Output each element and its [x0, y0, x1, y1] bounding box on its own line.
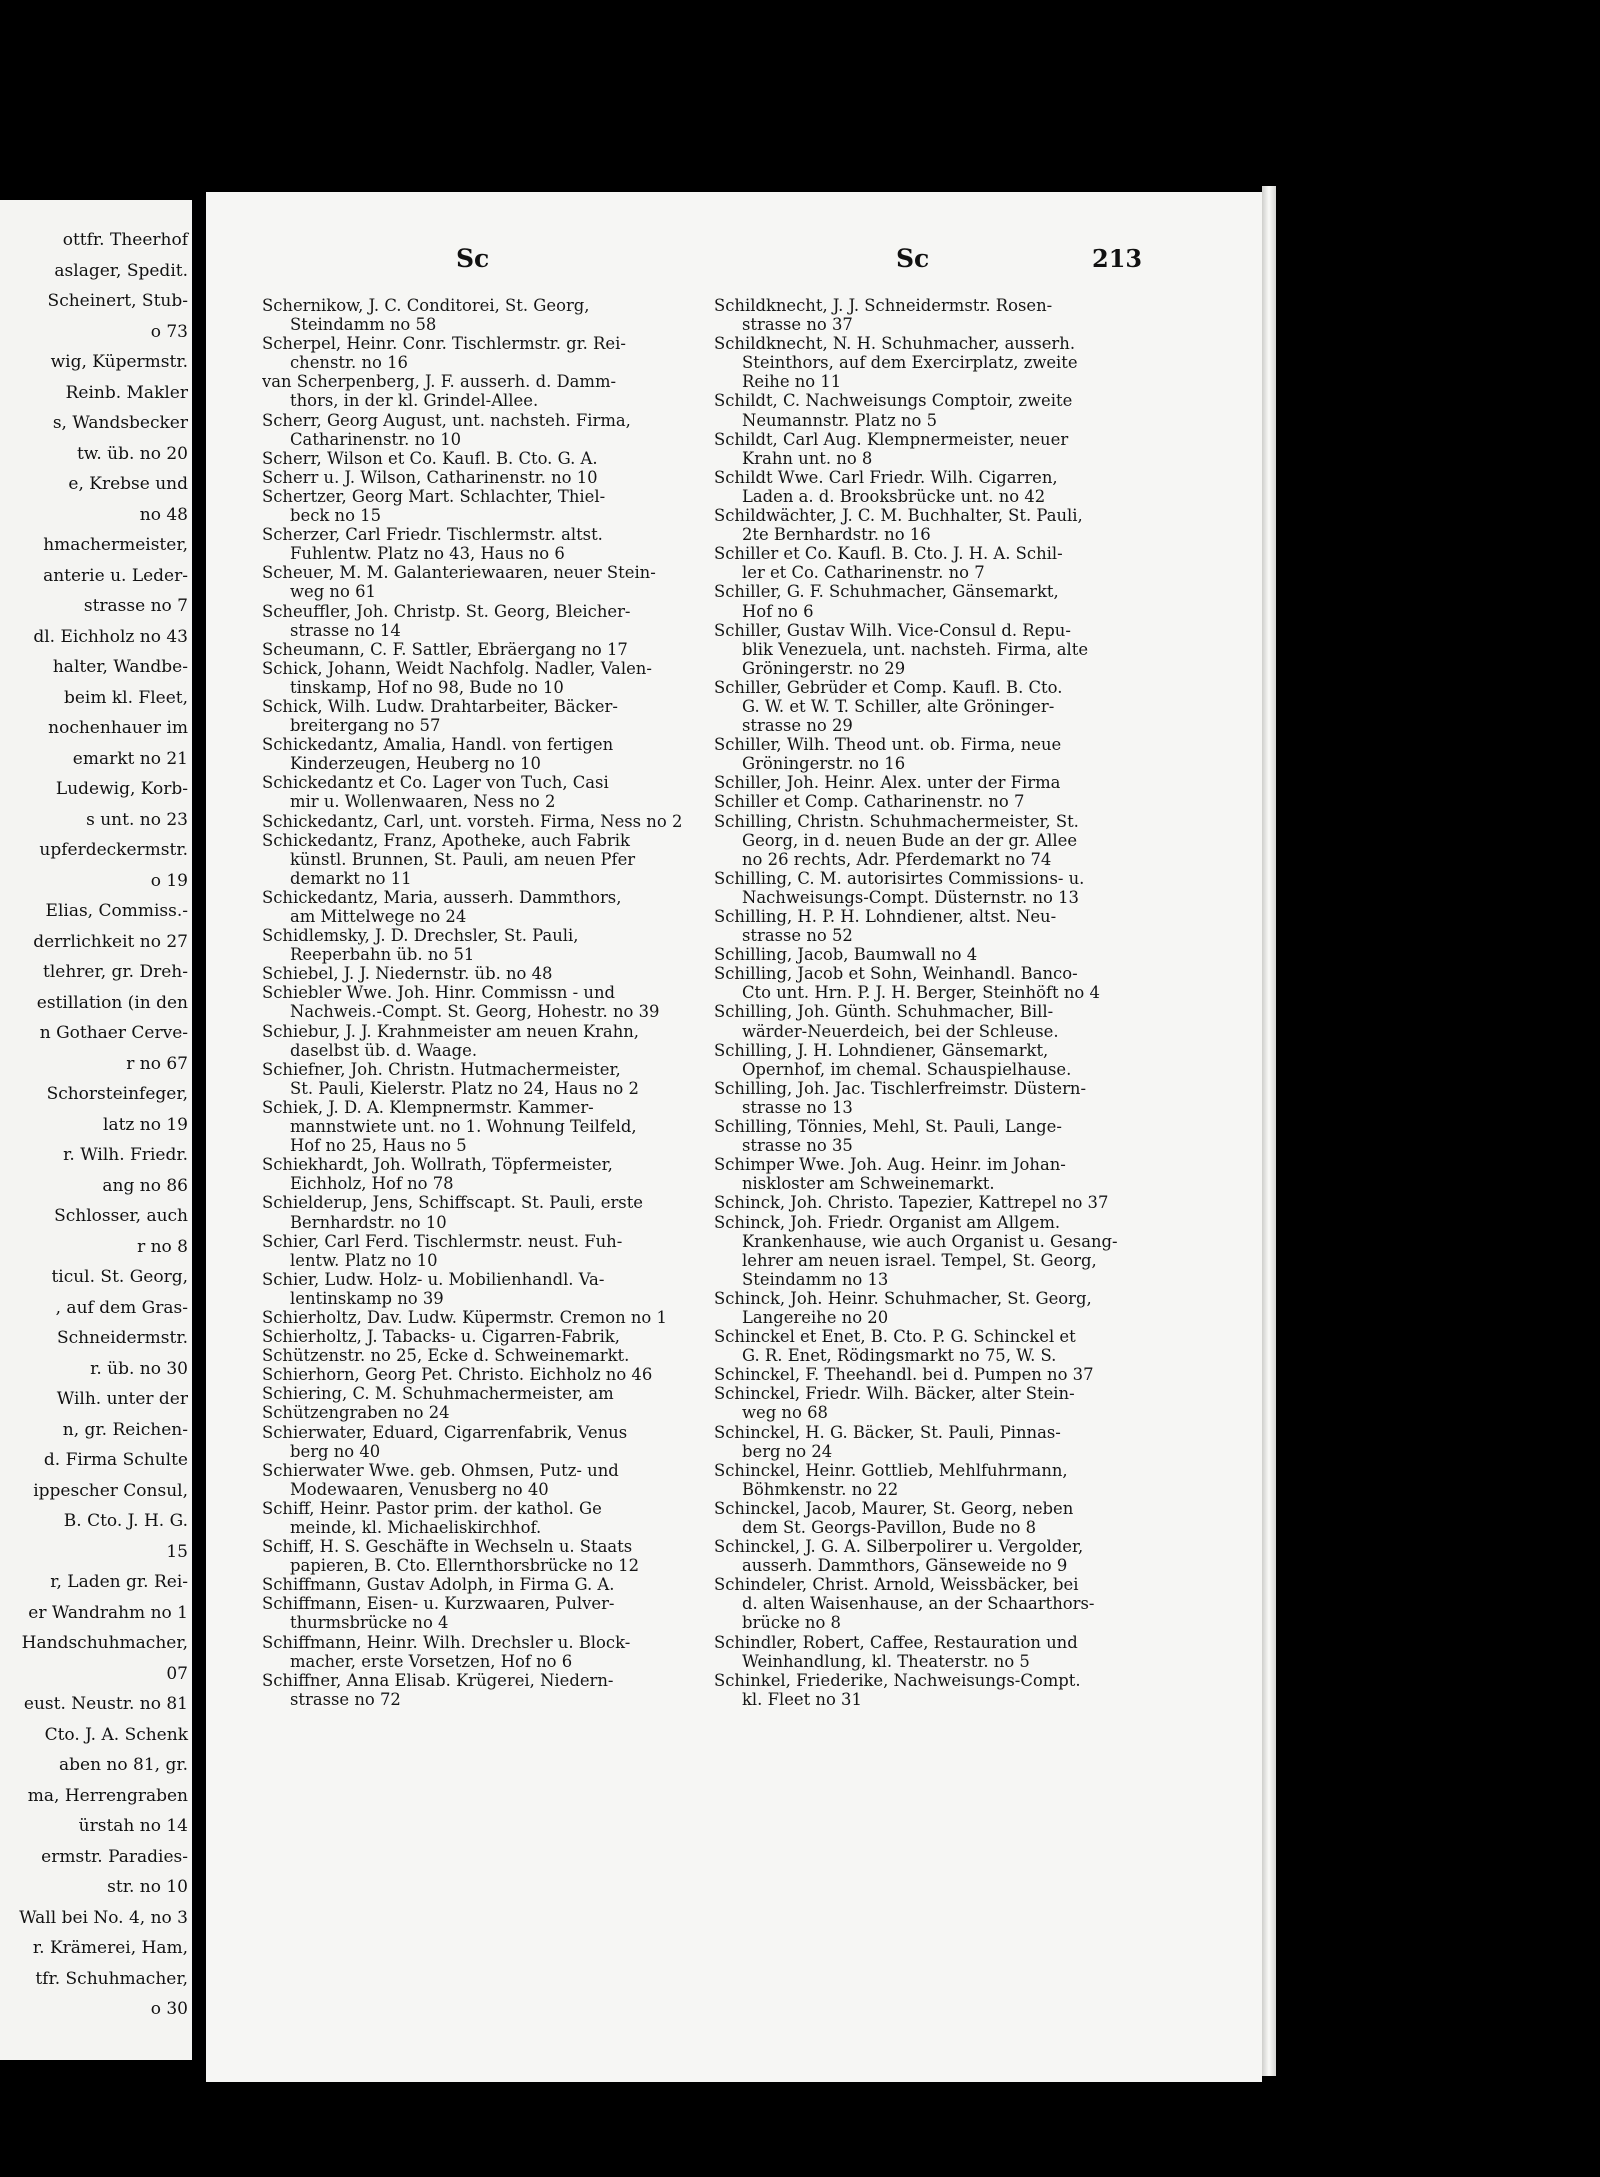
left-page-fragment: beim kl. Fleet,: [63, 687, 188, 708]
left-page-fragment: Wall bei No. 4, no 3: [19, 1907, 188, 1928]
entry-line: Schierholtz, Dav. Ludw. Küpermstr. Cremon no 1: [262, 1307, 667, 1327]
entry-continuation: meinde, kl. Michaeliskirchhof.: [290, 1518, 542, 1537]
left-column: [262, 296, 692, 1709]
left-page-fragment: aslager, Spedit.: [54, 260, 188, 281]
left-page-fragment: anterie u. Leder-: [43, 565, 188, 586]
entry-line: Schinck, Joh. Heinr. Schuhmacher, St. Georg,: [714, 1288, 1092, 1308]
entry-continuation: strasse no 52: [742, 926, 853, 946]
entry-continuation: Krahn unt. no 8: [742, 448, 873, 468]
entry-continuation: Georg, in d. neuen Bude an der gr. Allee: [742, 830, 1078, 850]
entry-line: Schertzer, Georg Mart. Schlachter, Thiel-: [262, 486, 606, 506]
entry-continuation: strasse no 72: [290, 1689, 401, 1709]
left-page-fragment: nochenhauer im: [48, 718, 188, 739]
left-page-fragment: r, Laden gr. Rei-: [50, 1572, 188, 1593]
left-page-fragment: estillation (in den: [36, 992, 188, 1013]
entry-line: Schickedantz, Maria, ausserh. Dammthors,: [262, 887, 622, 907]
entry-line: Schickedantz, Amalia, Handl. von fertigen: [262, 735, 614, 755]
entry-continuation: dem St. Georgs-Pavillon, Bude no 8: [742, 1518, 1037, 1537]
left-page-fragment: tfr. Schuhmacher,: [35, 1968, 188, 1989]
entry-continuation: ler et Co. Catharinenstr. no 7: [742, 563, 985, 583]
left-page-fragment: tw. üb. no 20: [76, 443, 188, 464]
left-page-fragment: halter, Wandbe-: [52, 657, 188, 678]
entry-line: Schiebur, J. J. Krahnmeister am neuen Krahn,: [262, 1021, 640, 1041]
left-page-fragment: n, gr. Reichen-: [62, 1419, 188, 1440]
entry-continuation: Nachweisungs-Compt. Düsternstr. no 13: [742, 887, 1079, 907]
book-gutter: [192, 200, 206, 2060]
entry-line: Schierholtz, J. Tabacks- u. Cigarren-Fabrik,: [262, 1327, 620, 1347]
entry-continuation: strasse no 29: [742, 716, 853, 736]
left-page-fragment: latz no 19: [103, 1114, 188, 1135]
entry-line: Schildknecht, J. J. Schneidermstr. Rosen-: [714, 296, 1053, 315]
entry-line: Schilling, Jacob, Baumwall no 4: [714, 945, 978, 965]
left-column-head: Sc: [456, 244, 490, 273]
entry-line: Schinckel, J. G. A. Silberpolirer u. Vergolder,: [714, 1537, 1084, 1557]
entry-continuation: St. Pauli, Kielerstr. Platz no 24, Haus no 2: [290, 1078, 639, 1098]
left-page-fragment: ang no 86: [102, 1175, 188, 1196]
entry-line: Schierwater Wwe. geb. Ohmsen, Putz- und: [262, 1460, 619, 1480]
entry-line: Schinckel, Friedr. Wilh. Bäcker, alter Stein-: [714, 1384, 1075, 1404]
left-page-fragment: emarkt no 21: [72, 748, 188, 769]
entry-line: Schickedantz, Carl, unt. vorsteh. Firma, Ness no 2: [262, 811, 683, 831]
entry-continuation: breitergang no 57: [290, 716, 441, 736]
entry-line: Scherpel, Heinr. Conr. Tischlermstr. gr. Rei-: [262, 334, 626, 354]
left-page-fragment: 07: [166, 1663, 188, 1684]
entry-line: Schiller et Co. Kaufl. B. Cto. J. H. A. Schil-: [714, 544, 1063, 564]
entry-line: Schiller, G. F. Schuhmacher, Gänsemarkt,: [714, 582, 1059, 602]
entry-continuation: G. W. et W. T. Schiller, alte Gröninger-: [742, 696, 1055, 716]
entry-continuation: 2te Bernhardstr. no 16: [742, 525, 931, 545]
entry-line: Schinckel, F. Theehandl. bei d. Pumpen no 37: [714, 1365, 1094, 1385]
entry-line: Schilling, J. H. Lohndiener, Gänsemarkt,: [714, 1040, 1049, 1060]
entry-line: Schickedantz et Co. Lager von Tuch, Casi: [262, 773, 609, 793]
left-page-fragment: ermstr. Paradies-: [41, 1846, 188, 1867]
left-page-fragment: o 73: [150, 321, 188, 342]
entry-line: Schildt, C. Nachweisungs Comptoir, zweite: [714, 391, 1073, 411]
left-page-fragment: ottfr. Theerhof: [62, 230, 188, 250]
entry-continuation: am Mittelwege no 24: [290, 907, 467, 926]
entry-line: Schiek, J. D. A. Klempnermstr. Kammer-: [262, 1097, 594, 1117]
entry-continuation: Laden a. d. Brooksbrücke unt. no 42: [742, 486, 1046, 506]
entry-continuation: Neumannstr. Platz no 5: [742, 410, 938, 430]
entry-line: Schiekhardt, Joh. Wollrath, Töpfermeister,: [262, 1155, 613, 1175]
entry-continuation: Langereihe no 20: [742, 1307, 889, 1327]
left-page-fragment: Ludewig, Korb-: [55, 779, 188, 800]
entry-line: Schinck, Joh. Friedr. Organist am Allgem.: [714, 1212, 1061, 1232]
entry-line: Schiering, C. M. Schuhmachermeister, am: [262, 1384, 614, 1404]
entry-line: Schimper Wwe. Joh. Aug. Heinr. im Johan-: [714, 1155, 1066, 1175]
left-page-fragment: Wilh. unter der: [56, 1389, 188, 1410]
left-page-fragment: r. Krämerei, Ham,: [32, 1938, 188, 1959]
left-page-fragment: er Wandrahm no 1: [28, 1602, 188, 1623]
left-page-fragment: Scheinert, Stub-: [47, 291, 188, 312]
left-page-fragment: aben no 81, gr.: [58, 1755, 188, 1776]
left-page-fragment: dl. Eichholz no 43: [33, 626, 188, 647]
entry-line: Schiffmann, Heinr. Wilh. Drechsler u. Block-: [262, 1632, 631, 1652]
entry-line: Schinckel, Jacob, Maurer, St. Georg, neben: [714, 1498, 1074, 1518]
left-page-fragment: s unt. no 23: [86, 809, 188, 830]
entry-continuation: wärder-Neuerdeich, bei der Schleuse.: [742, 1021, 1059, 1041]
entry-line: Schiller et Comp. Catharinenstr. no 7: [714, 792, 1025, 812]
entry-line: Schinckel, H. G. Bäcker, St. Pauli, Pinnas-: [714, 1422, 1061, 1442]
entry-continuation: Steindamm no 58: [290, 315, 437, 335]
entry-continuation: beck no 15: [290, 506, 382, 526]
entry-continuation: niskloster am Schweinemarkt.: [742, 1174, 995, 1194]
entry-line: Schierwater, Eduard, Cigarrenfabrik, Venus: [262, 1422, 628, 1442]
left-page-fragment: r. Wilh. Friedr.: [63, 1145, 188, 1166]
left-page-fragment: r no 67: [126, 1053, 188, 1074]
entry-continuation: Catharinenstr. no 10: [290, 429, 462, 449]
entry-continuation: papieren, B. Cto. Ellernthorsbrücke no 12: [290, 1556, 639, 1576]
entry-line: Schilling, Joh. Günth. Schuhmacher, Bill-: [714, 1002, 1054, 1022]
entry-continuation: mannstwiete unt. no 1. Wohnung Teilfeld,: [290, 1117, 637, 1137]
left-page-fragment: Schneidermstr.: [57, 1328, 188, 1349]
left-page-fragment: eust. Neustr. no 81: [23, 1694, 188, 1715]
entry-line: Scheuer, M. M. Galanteriewaaren, neuer Stein-: [262, 563, 656, 583]
entry-continuation: thors, in der kl. Grindel-Allee.: [290, 391, 539, 411]
entry-line: van Scherpenberg, J. F. ausserh. d. Damm-: [262, 372, 617, 392]
entry-line: Schildt, Carl Aug. Klempnermeister, neuer: [714, 429, 1069, 449]
entry-continuation: Krankenhause, wie auch Organist u. Gesang-: [742, 1231, 1118, 1251]
entry-line: Schiebler Wwe. Joh. Hinr. Commissn - und: [262, 983, 616, 1003]
entry-line: Schiefner, Joh. Christn. Hutmachermeister,: [262, 1059, 621, 1079]
left-page-fragment: r. üb. no 30: [90, 1358, 188, 1379]
entry-continuation: Reeperbahn üb. no 51: [290, 945, 475, 965]
entry-continuation: Kinderzeugen, Heuberg no 10: [290, 754, 541, 774]
entry-line: Schilling, Christn. Schuhmachermeister, St.: [714, 811, 1079, 831]
entry-continuation: G. R. Enet, Rödingsmarkt no 75, W. S.: [742, 1346, 1057, 1366]
left-page-fragment: ma, Herrengraben: [27, 1785, 188, 1806]
entry-line: Schilling, Jacob et Sohn, Weinhandl. Banco-: [714, 964, 1078, 984]
entry-continuation: macher, erste Vorsetzen, Hof no 6: [290, 1651, 573, 1671]
entry-continuation: ausserh. Dammthors, Gänseweide no 9: [742, 1556, 1068, 1576]
entry-continuation: no 26 rechts, Adr. Pferdemarkt no 74: [742, 849, 1052, 869]
entry-continuation: Hof no 25, Haus no 5: [290, 1136, 467, 1156]
left-page-fragment: ippescher Consul,: [33, 1480, 188, 1501]
entry-line: Scherr, Wilson et Co. Kaufl. B. Cto. G. A.: [262, 448, 598, 468]
left-page-fragment: Reinb. Makler: [65, 382, 188, 403]
entry-line: Scherr u. J. Wilson, Catharinenstr. no 10: [262, 467, 598, 487]
entry-line: Schiller, Gustav Wilh. Vice-Consul d. Repu-: [714, 620, 1071, 640]
entry-continuation: Modewaaren, Venusberg no 40: [290, 1479, 549, 1499]
entry-line: Scherr, Georg August, unt. nachsteh. Firma,: [262, 410, 631, 430]
left-page-fragment: , auf dem Gras-: [55, 1297, 188, 1318]
entry-line: Schindeler, Christ. Arnold, Weissbäcker, bei: [714, 1575, 1079, 1595]
left-page-fragment: str. no 10: [107, 1877, 188, 1898]
entry-continuation: lentw. Platz no 10: [290, 1250, 438, 1270]
entry-line: Schickedantz, Franz, Apotheke, auch Fabrik: [262, 830, 630, 850]
entry-line: Schützenstr. no 25, Ecke d. Schweinemarkt.: [262, 1346, 630, 1366]
entry-continuation: Opernhof, im chemal. Schauspielhause.: [742, 1059, 1072, 1079]
left-page-fragment: d. Firma Schulte: [43, 1450, 188, 1471]
entry-line: Schinkel, Friederike, Nachweisungs-Compt.: [714, 1670, 1081, 1690]
left-page-fragment: e, Krebse und: [68, 474, 188, 495]
left-page-fragment: Schlosser, auch: [54, 1206, 188, 1227]
left-page-fragment: o 30: [150, 1999, 188, 2020]
entry-continuation: strasse no 35: [742, 1136, 853, 1156]
entry-line: Schiebel, J. J. Niedernstr. üb. no 48: [262, 964, 553, 984]
left-page-fragment: no 48: [139, 504, 188, 525]
left-page-fragment: strasse no 7: [83, 596, 188, 617]
right-column: [714, 296, 1144, 1709]
left-page-fragment: derrlichkeit no 27: [33, 931, 188, 952]
entry-line: Schindler, Robert, Caffee, Restauration und: [714, 1632, 1078, 1652]
entry-line: Schinckel et Enet, B. Cto. P. G. Schinckel et: [714, 1327, 1076, 1347]
entry-continuation: künstl. Brunnen, St. Pauli, am neuen Pfer: [290, 849, 636, 869]
entry-continuation: Bernhardstr. no 10: [290, 1212, 447, 1232]
entry-line: Schiffmann, Gustav Adolph, in Firma G. A.: [262, 1575, 615, 1595]
entry-continuation: berg no 40: [290, 1441, 381, 1461]
left-page-fragment: Cto. J. A. Schenk: [44, 1724, 188, 1745]
entry-continuation: weg no 68: [742, 1403, 828, 1423]
entry-continuation: blik Venezuela, unt. nachsteh. Firma, alte: [742, 639, 1089, 659]
entry-line: Scheumann, C. F. Sattler, Ebräergang no 17: [262, 639, 628, 659]
left-page: [0, 200, 192, 2060]
left-page-fragment: hmachermeister,: [43, 535, 188, 556]
left-page-fragment: r no 8: [137, 1236, 188, 1257]
entry-line: Schinck, Joh. Christo. Tapezier, Kattrepel no 37: [714, 1193, 1109, 1213]
left-page-fragment: n Gothaer Cerve-: [39, 1023, 188, 1044]
entry-line: Schiller, Joh. Heinr. Alex. unter der Firma: [714, 773, 1061, 793]
entry-continuation: weg no 61: [290, 582, 376, 602]
left-page-fragment: o 19: [150, 870, 188, 891]
entry-line: Schiffner, Anna Elisab. Krügerei, Niedern-: [262, 1670, 614, 1690]
left-page-fragment: s, Wandsbecker: [52, 413, 188, 434]
entry-continuation: Gröningerstr. no 16: [742, 754, 906, 774]
entry-continuation: thurmsbrücke no 4: [290, 1613, 449, 1633]
left-page-fragment: ürstah no 14: [78, 1816, 188, 1837]
left-page-fragment: Schorsteinfeger,: [46, 1084, 188, 1105]
entry-line: Schiller, Gebrüder et Comp. Kaufl. B. Cto.: [714, 677, 1063, 697]
page-number: 213: [1092, 244, 1143, 273]
entry-continuation: Steinthors, auf dem Exercirplatz, zweite: [742, 353, 1078, 373]
page-edge: [1262, 186, 1276, 2076]
entry-continuation: Nachweis.-Compt. St. Georg, Hohestr. no 39: [290, 1002, 660, 1022]
entry-line: Schilling, C. M. autorisirtes Commissions- u.: [714, 868, 1085, 888]
entry-line: Schilling, Tönnies, Mehl, St. Pauli, Lange-: [714, 1117, 1062, 1137]
left-page-fragment: Elias, Commiss.-: [45, 901, 188, 922]
entry-continuation: Eichholz, Hof no 78: [290, 1174, 454, 1194]
entry-line: Scheuffler, Joh. Christp. St. Georg, Bleicher-: [262, 601, 631, 621]
entry-line: Schützengraben no 24: [262, 1403, 450, 1423]
right-column-head: Sc: [896, 244, 930, 273]
entry-continuation: kl. Fleet no 31: [742, 1689, 862, 1709]
left-page-fragment: 15: [166, 1541, 188, 1562]
right-page: [206, 192, 1262, 2082]
entry-continuation: Reihe no 11: [742, 372, 842, 392]
entry-continuation: tinskamp, Hof no 98, Bude no 10: [290, 677, 564, 697]
entry-continuation: demarkt no 11: [290, 868, 412, 888]
left-page-fragment: tlehrer, gr. Dreh-: [43, 962, 188, 983]
entry-line: Scherzer, Carl Friedr. Tischlermstr. altst.: [262, 525, 603, 545]
entry-line: Schidlemsky, J. D. Drechsler, St. Pauli,: [262, 926, 579, 946]
entry-continuation: strasse no 13: [742, 1097, 853, 1117]
entry-continuation: Böhmkenstr. no 22: [742, 1479, 899, 1499]
entry-line: Schildwächter, J. C. M. Buchhalter, St. Pauli,: [714, 506, 1083, 526]
entry-continuation: berg no 24: [742, 1441, 833, 1461]
entry-continuation: brücke no 8: [742, 1613, 841, 1633]
entry-line: Schiller, Wilh. Theod unt. ob. Firma, neue: [714, 735, 1062, 755]
entry-continuation: Cto unt. Hrn. P. J. H. Berger, Steinhöft no 4: [742, 983, 1100, 1003]
entry-continuation: chenstr. no 16: [290, 353, 408, 373]
entry-line: Schinckel, Heinr. Gottlieb, Mehlfuhrmann,: [714, 1460, 1068, 1480]
entry-line: Schilling, Joh. Jac. Tischlerfreimstr. Düstern-: [714, 1078, 1087, 1098]
entry-continuation: lehrer am neuen israel. Tempel, St. Georg,: [742, 1250, 1097, 1270]
entry-line: Schielderup, Jens, Schiffscapt. St. Pauli, erste: [262, 1193, 644, 1213]
entry-line: Schildknecht, N. H. Schuhmacher, ausserh.: [714, 334, 1076, 354]
entry-line: Schierhorn, Georg Pet. Christo. Eichholz no 46: [262, 1365, 653, 1385]
entry-line: Schier, Carl Ferd. Tischlermstr. neust. Fuh-: [262, 1231, 623, 1251]
entry-line: Schier, Ludw. Holz- u. Mobilienhandl. Va-: [262, 1269, 605, 1289]
entry-continuation: Fuhlentw. Platz no 43, Haus no 6: [290, 544, 565, 564]
entry-continuation: mir u. Wollenwaaren, Ness no 2: [290, 792, 556, 812]
entry-continuation: daselbst üb. d. Waage.: [290, 1040, 478, 1060]
left-page-fragment: upferdeckermstr.: [39, 840, 188, 861]
entry-continuation: lentinskamp no 39: [290, 1288, 444, 1308]
entry-line: Schick, Wilh. Ludw. Drahtarbeiter, Bäcker-: [262, 696, 618, 716]
entry-line: Schick, Johann, Weidt Nachfolg. Nadler, Valen-: [262, 658, 652, 678]
entry-continuation: Steindamm no 13: [742, 1269, 889, 1289]
left-page-fragment: B. Cto. J. H. G.: [63, 1511, 188, 1532]
left-page-fragment: Handschuhmacher,: [21, 1633, 188, 1654]
left-page-fragment: wig, Küpermstr.: [50, 352, 188, 373]
entry-continuation: strasse no 14: [290, 620, 401, 640]
entry-line: Schilling, H. P. H. Lohndiener, altst. Neu-: [714, 907, 1057, 926]
entry-line: Schiff, H. S. Geschäfte in Wechseln u. Staats: [262, 1537, 633, 1557]
left-page-fragment: ticul. St. Georg,: [51, 1267, 188, 1288]
entry-line: Schiff, Heinr. Pastor prim. der kathol. Ge: [262, 1498, 602, 1518]
entry-continuation: Hof no 6: [742, 601, 814, 621]
entry-continuation: d. alten Waisenhause, an der Schaarthors-: [742, 1594, 1095, 1614]
entry-line: Schiffmann, Eisen- u. Kurzwaaren, Pulver-: [262, 1594, 615, 1614]
entry-line: Schernikow, J. C. Conditorei, St. Georg,: [262, 296, 590, 315]
entry-line: Schildt Wwe. Carl Friedr. Wilh. Cigarren,: [714, 467, 1058, 487]
entry-continuation: Gröningerstr. no 29: [742, 658, 906, 678]
entry-continuation: Weinhandlung, kl. Theaterstr. no 5: [742, 1651, 1030, 1671]
entry-continuation: strasse no 37: [742, 315, 853, 335]
